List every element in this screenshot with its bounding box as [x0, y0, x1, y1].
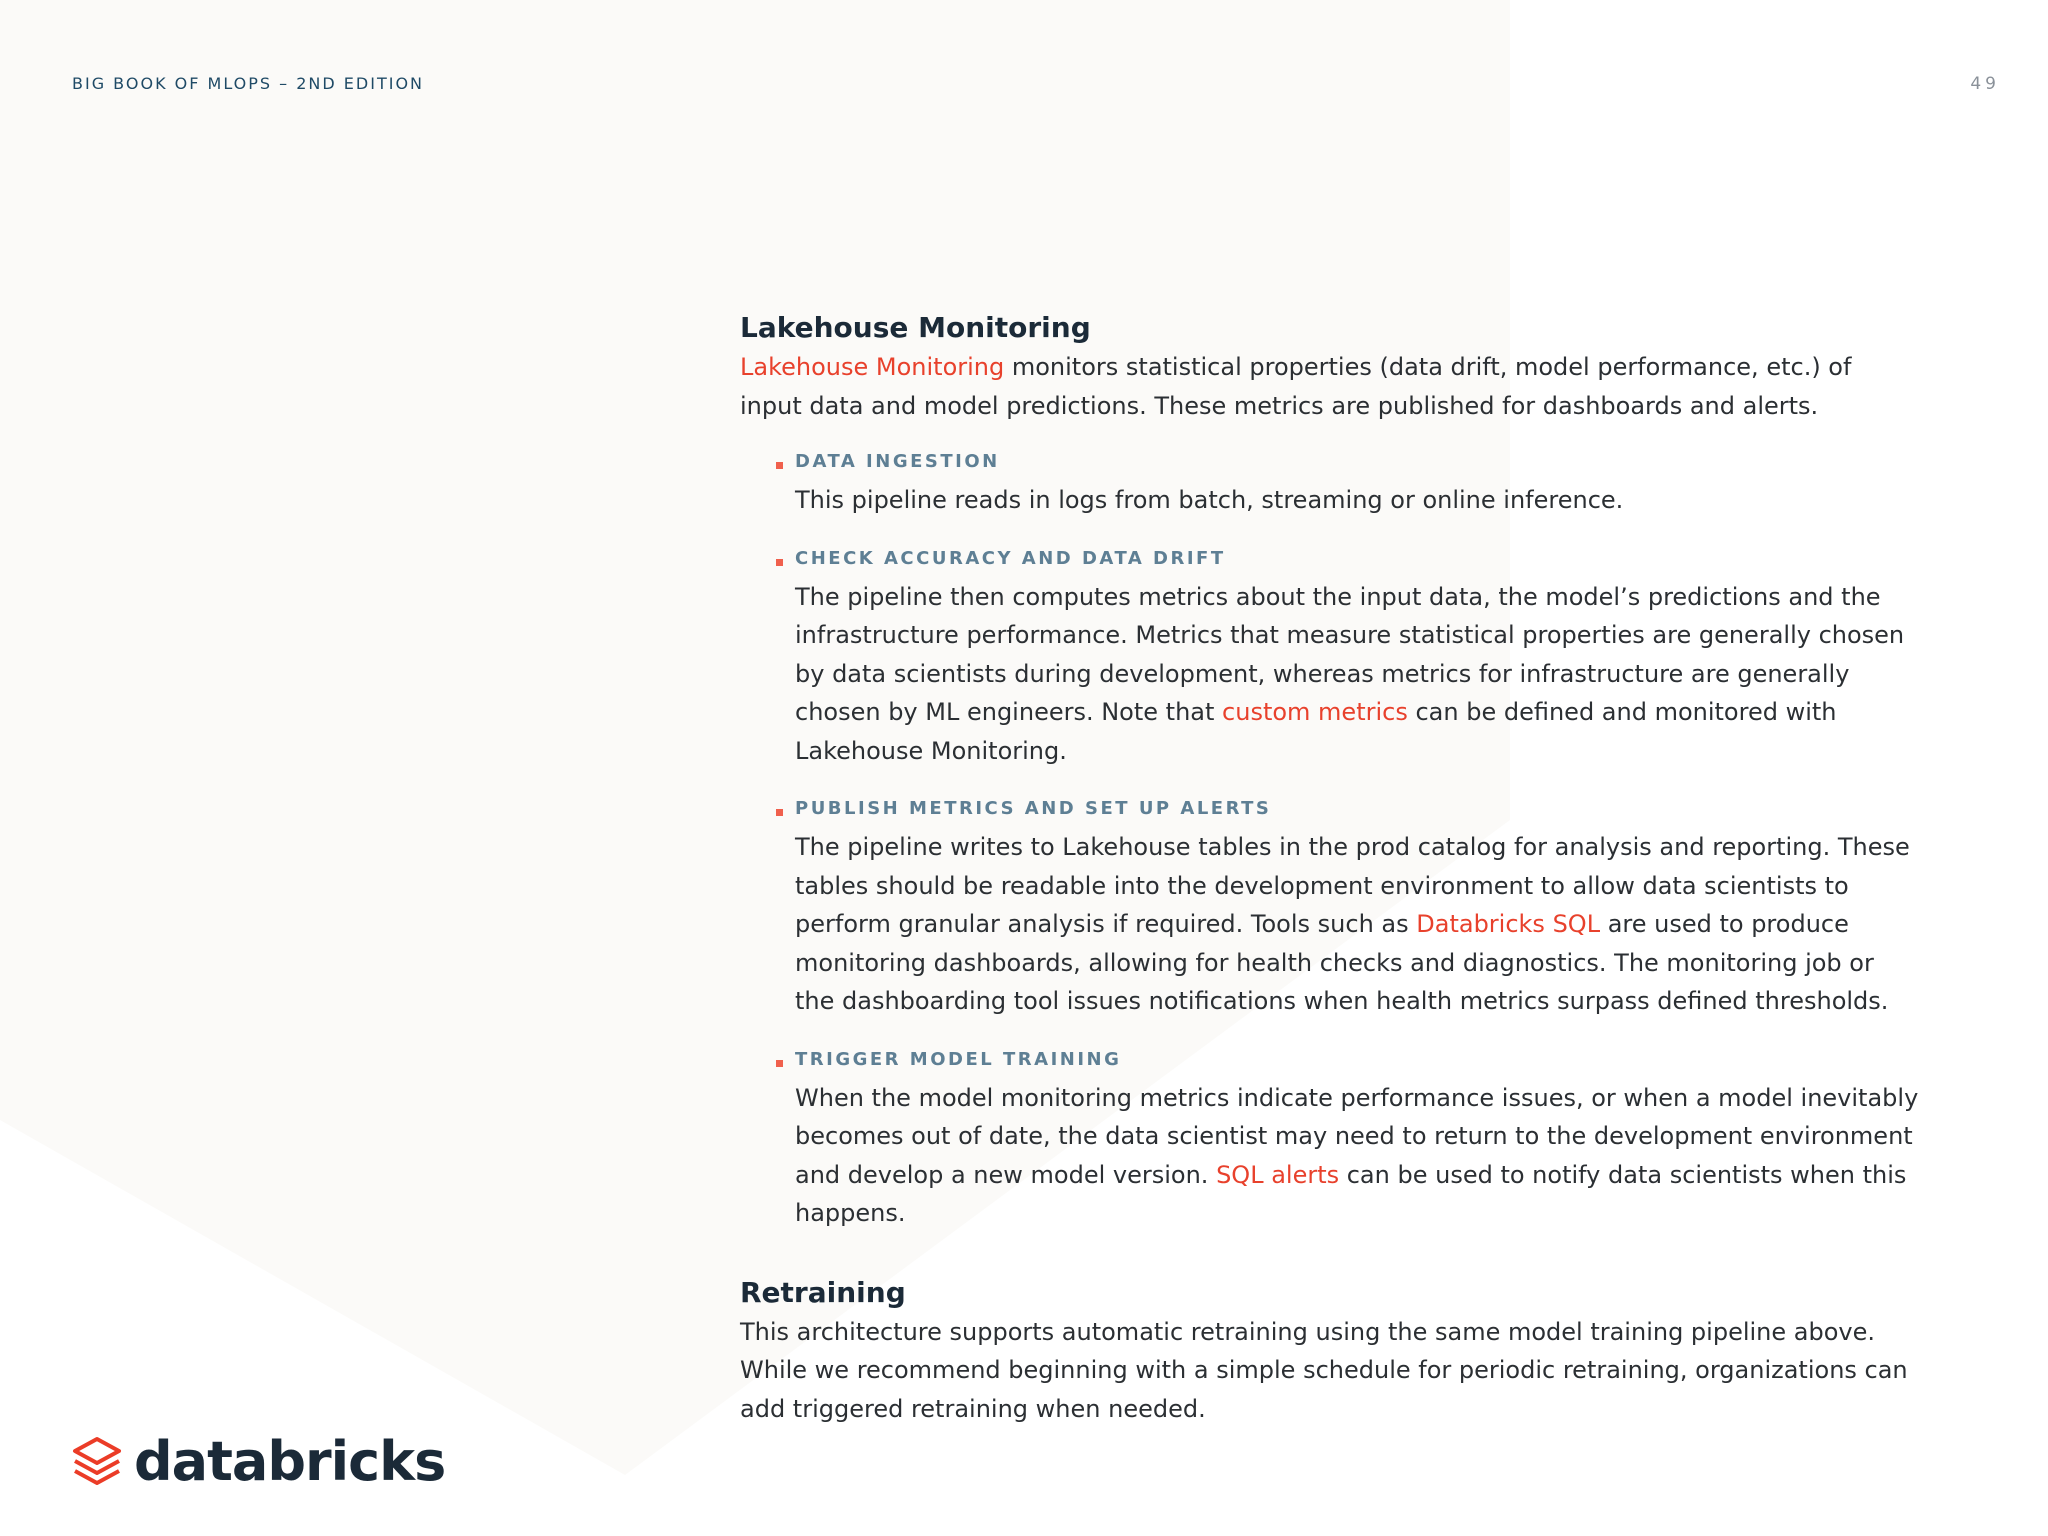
list-item-publish-metrics [795, 794, 1920, 1021]
bullet-body-text-after: are used to produce monitoring dashboards, allowing for health checks and diagnostics. The monitoring job or the dashboarding tool issues notifications when health metrics surpass defined thresholds. [795, 910, 1889, 1015]
lakehouse-monitoring-link[interactable]: Lakehouse Monitoring [740, 353, 1005, 381]
lakehouse-monitoring-intro [740, 348, 1920, 425]
bullet-body [795, 578, 1920, 771]
bullet-heading: DATA INGESTION [795, 451, 1000, 472]
bullet-body-text: The pipeline then computes metrics about the input data, the model’s predictions and the infrastructure performance. Metrics that measure statistical properties are generally chosen by data scientists during development, whereas metrics for infrastructure are generally chosen by ML engineers. Note that [795, 582, 1905, 726]
bullet-heading: CHECK ACCURACY AND DATA DRIFT [795, 547, 1226, 569]
section-spacer [740, 1257, 1920, 1273]
bullet-body-text: The pipeline writes to Lakehouse tables in the prod catalog for analysis and reporting. These tables should be readable into the development environment to allow data scientists to perform granular analysis if required. Tools such as [795, 833, 1910, 938]
bullet-square-icon [776, 559, 783, 566]
databricks-stack-icon [72, 1436, 122, 1488]
custom-metrics-link[interactable]: custom metrics [1222, 698, 1408, 726]
databricks-wordmark: databricks [134, 1430, 446, 1493]
main-content [740, 308, 1920, 1428]
list-item-data-ingestion [795, 447, 1920, 520]
bullet-square-icon [776, 462, 783, 469]
bullet-heading: TRIGGER MODEL TRAINING [795, 1048, 1122, 1070]
bullet-heading: PUBLISH METRICS AND SET UP ALERTS [795, 798, 1272, 819]
intro-text: monitors statistical properties (data drift, model performance, etc.) of input data and model predictions. These metrics are published for dashboards and alerts. [740, 353, 1852, 420]
bullet-square-icon [776, 1060, 783, 1067]
section-title-lakehouse-monitoring: Lakehouse Monitoring [740, 311, 1091, 344]
bullet-square-icon [776, 809, 783, 816]
bullet-body-text-after: can be defined and monitored with Lakehouse Monitoring. [795, 698, 1837, 765]
bullet-body [795, 1079, 1920, 1233]
list-item-check-accuracy [795, 544, 1920, 771]
document-header-title: BIG BOOK OF MLOPS – 2ND EDITION [72, 74, 424, 93]
retraining-body: This architecture supports automatic retraining using the same model training pipeline above. While we recommend beginning with a simple schedule for periodic retraining, organizations can add triggered retraining when needed. [740, 1317, 1908, 1423]
bullet-body-text: This pipeline reads in logs from batch, streaming or online inference. [795, 486, 1624, 514]
bullet-body [795, 481, 1920, 520]
page-number: 49 [1970, 74, 2000, 94]
databricks-sql-link[interactable]: Databricks SQL [1416, 910, 1601, 938]
monitoring-steps-list [740, 447, 1920, 1233]
bullet-body [795, 828, 1920, 1021]
bullet-body-text: When the model monitoring metrics indicate performance issues, or when a model inevitably becomes out of date, the data scientist may need to return to the development environment and develop a new model version. [795, 1083, 1919, 1189]
section-title-retraining: Retraining [740, 1275, 906, 1309]
list-item-trigger-training [795, 1045, 1920, 1233]
databricks-logo [72, 1432, 445, 1492]
sql-alerts-link[interactable]: SQL alerts [1216, 1160, 1340, 1189]
bullet-body-text-after: can be used to notify data scientists when this happens. [795, 1160, 1907, 1227]
